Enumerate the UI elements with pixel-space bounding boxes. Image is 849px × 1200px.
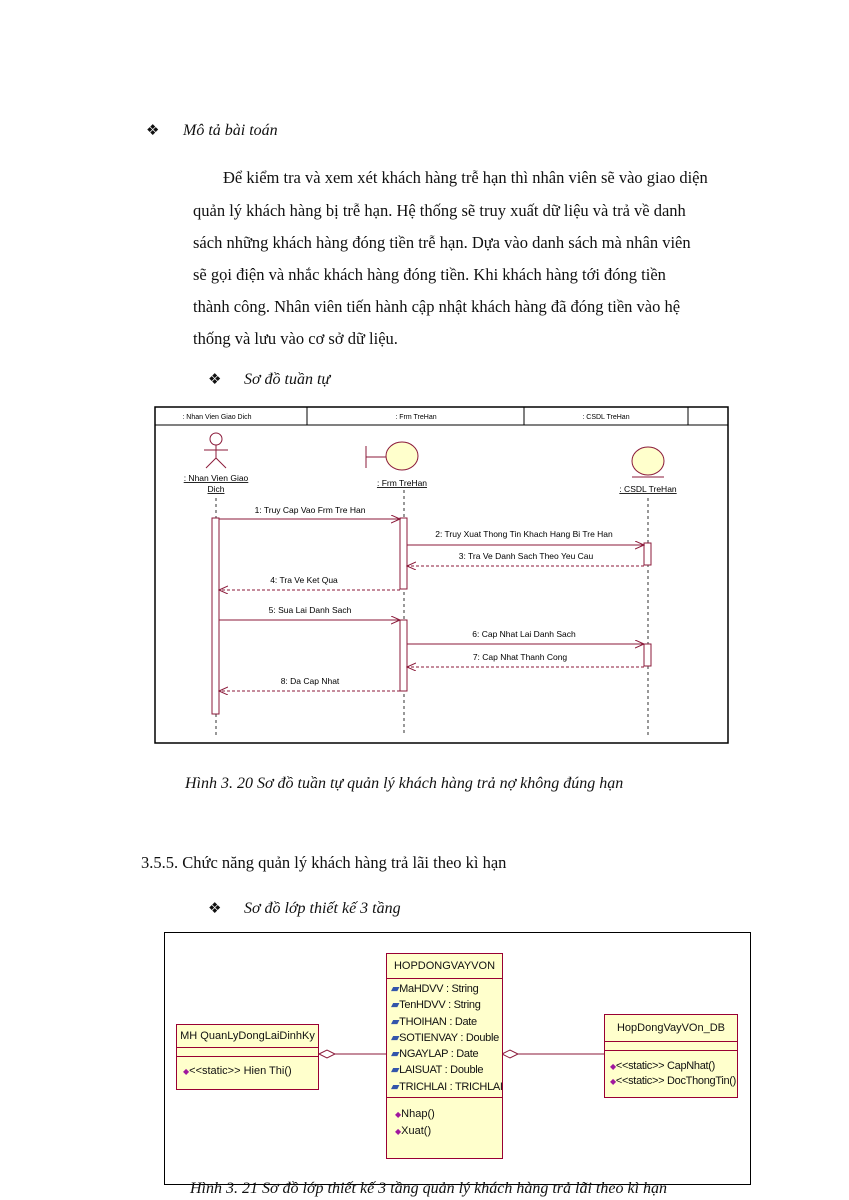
attribute-row [391,1046,502,1062]
class-box-hopdongvayvon-db [604,1014,738,1098]
message-label: 5: Sua Lai Danh Sach [268,605,352,615]
attribute-text: NGAYLAP : Date [399,1048,479,1061]
operation-row [395,1106,502,1123]
paragraph-line: sẽ gọi điện và nhắc khách hàng đóng tiền. Khi khách hàng tới đóng tiền [193,265,666,284]
actor-label: : Nhan Vien Giao [183,473,249,483]
message-label: 6: Cap Nhat Lai Danh Sach [472,629,576,639]
operation-text: Xuat() [401,1125,432,1138]
attribute-icon: ▰ [391,983,400,995]
attribute-icon: ▰ [391,1080,400,1093]
operation-list [387,1098,502,1141]
activation-bar [644,644,651,666]
class-name: MH QuanLyDongLaiDinhKy [177,1025,318,1048]
operation-row [610,1059,737,1074]
figure-caption: Hình 3. 21 Sơ đồ lớp thiết kế 3 tầng quản lý khách hàng trả lãi theo kì hạn [190,1180,668,1197]
operation-text: <<static>> CapNhat() [615,1060,716,1072]
attribute-icon: ▰ [391,1064,400,1077]
sequence-diagram [154,406,730,746]
message-label: 1: Truy Cap Vao Frm Tre Han [254,505,366,515]
paragraph-line: Để kiểm tra và xem xét khách hàng trễ hạn thì nhân viên sẽ vào giao diện [223,168,708,187]
message-label: 8: Da Cap Nhat [280,676,340,686]
operation-icon: ◆ [183,1067,190,1076]
attribute-row [391,1014,502,1030]
activation-bar [644,543,651,565]
attribute-row [391,981,502,997]
header-cell: : CSDL TreHan [582,414,630,421]
class-name: HopDongVayVOn_DB [605,1015,737,1042]
activation-bar [400,620,407,691]
class-box-mh-quanly [176,1024,319,1090]
section-heading-mo-ta: Mô tả bài toán [183,122,278,139]
header-cell: : Frm TreHan [395,414,437,421]
paragraph-line: thành công. Nhân viên tiến hành cập nhật khách hàng đã đóng tiền vào hệ [193,297,681,316]
operation-icon: ◆ [610,1077,616,1086]
attribute-icon: ▰ [391,1031,400,1044]
attribute-row [391,1079,502,1095]
attribute-row [391,1030,502,1046]
sequence-heading: Sơ đồ tuần tự [244,371,331,388]
activation-bar [212,518,219,714]
message-label: 2: Truy Xuat Thong Tin Khach Hang Bi Tre Han [435,529,613,539]
activation-bar [400,518,407,589]
message-label: 4: Tra Ve Ket Qua [270,575,338,585]
operation-text: <<static>> Hien Thi() [189,1065,292,1077]
aggregation-diamond [502,1050,518,1058]
attribute-text: TenHDVV : String [399,999,481,1012]
class-name: HOPDONGVAYVON [387,954,502,979]
operation-icon: ◆ [395,1110,402,1120]
operation-text: <<static>> DocThongTin() [615,1075,737,1087]
bullet-icon: ❖ [208,370,222,388]
operation-row [610,1074,737,1089]
class-diagram-heading: Sơ đồ lớp thiết kế 3 tầng [244,900,401,917]
actor-label: Dich [207,484,225,494]
operation-row [395,1123,502,1140]
bullet-icon: ❖ [208,899,222,917]
attribute-text: THOIHAN : Date [399,1015,477,1028]
operation-text: Nhap() [401,1108,435,1121]
attribute-row [391,997,502,1013]
attribute-row [391,1062,502,1078]
attribute-text: TRICHLAI : TRICHLAI [399,1080,503,1093]
entity-label: : CSDL TreHan [619,484,677,494]
operation-list [605,1051,737,1089]
operation-icon: ◆ [395,1127,402,1137]
attribute-icon: ▰ [391,1015,400,1028]
operation-row [177,1057,318,1077]
message-label: 7: Cap Nhat Thanh Cong [472,652,568,662]
attribute-list [387,979,502,1098]
attribute-text: SOTIENVAY : Double [399,1031,499,1044]
class-box-hopdongvayvon [386,953,503,1159]
header-cell: : Nhan Vien Giao Dich [182,414,252,421]
operation-icon: ◆ [610,1062,616,1071]
figure-caption: Hình 3. 20 Sơ đồ tuần tự quản lý khách hàng trả nợ không đúng hạn [185,775,624,792]
attribute-text: MaHDVV : String [399,983,479,995]
boundary-label: : Frm TreHan [376,478,428,488]
bullet-icon: ❖ [146,121,160,139]
attribute-icon: ▰ [391,999,400,1012]
message-label: 3: Tra Ve Danh Sach Theo Yeu Cau [458,551,594,561]
attribute-text: LAISUAT : Double [399,1064,484,1077]
paragraph-line: sách những khách hàng đóng tiền trễ hạn. Dựa vào danh sách mà nhân viên [193,233,691,252]
attribute-icon: ▰ [391,1048,400,1061]
paragraph-line: quản lý khách hàng bị trễ hạn. Hệ thống sẽ truy xuất dữ liệu và trả về danh [193,201,686,220]
section-heading-3-5-5: 3.5.5. Chức năng quản lý khách hàng trả lãi theo kì hạn [141,853,507,872]
aggregation-diamond [319,1050,335,1058]
paragraph-line: thống và lưu vào cơ sở dữ liệu. [193,329,398,348]
